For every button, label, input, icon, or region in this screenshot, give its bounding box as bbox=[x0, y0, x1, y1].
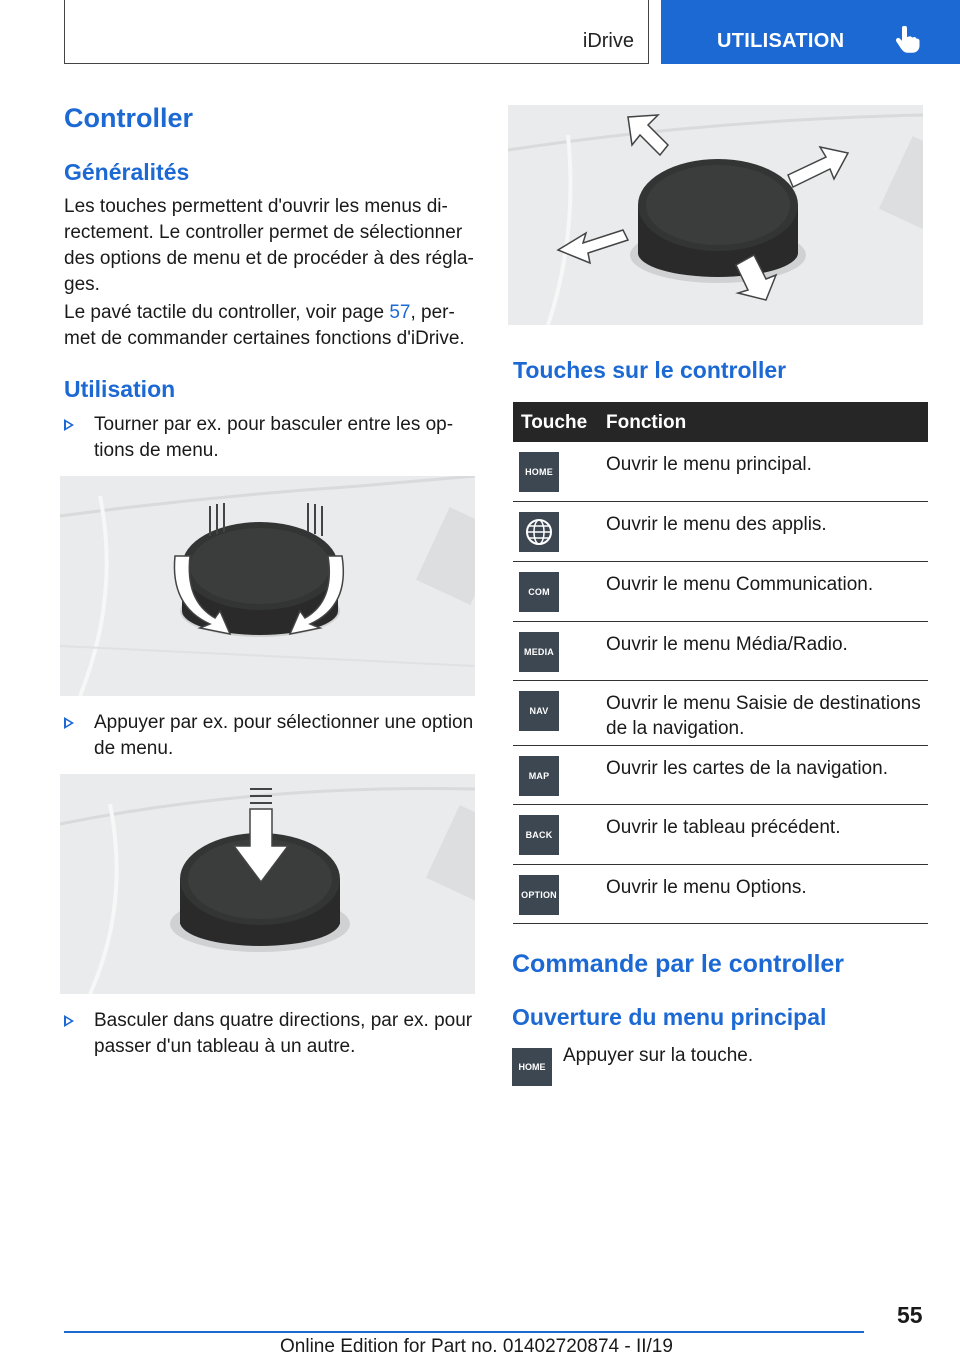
home-key-icon: HOME bbox=[519, 452, 559, 492]
table-cell-function bbox=[606, 572, 926, 597]
page-link[interactable]: 57 bbox=[389, 302, 411, 323]
table-cell-function bbox=[606, 452, 926, 477]
media-key-icon: MEDIA bbox=[519, 632, 559, 672]
table-cell-function bbox=[606, 632, 926, 657]
controller-tilt-image bbox=[508, 105, 923, 325]
column-header-key: Touche bbox=[521, 412, 588, 433]
nav-key-icon: NAV bbox=[519, 691, 559, 731]
heading-ouverture: Ouverture du menu principal bbox=[512, 1004, 827, 1030]
text-line: passer d'un tableau à un autre. bbox=[94, 1036, 356, 1057]
edition-note: Online Edition for Part no. 01402720874 - II/19 bbox=[280, 1336, 673, 1357]
controller-rotate-image bbox=[60, 476, 475, 696]
table-cell-function bbox=[606, 756, 926, 781]
table-header bbox=[513, 402, 928, 442]
table-row bbox=[513, 502, 928, 562]
bullet-item-tilt bbox=[64, 1008, 484, 1064]
globe-apps-key-icon bbox=[519, 512, 559, 552]
text-line: Ouvrir les cartes de la navigation. bbox=[606, 758, 888, 779]
text-line: Ouvrir le tableau précédent. bbox=[606, 817, 841, 838]
controller-press-image bbox=[60, 774, 475, 994]
bullet-triangle-icon bbox=[64, 419, 74, 431]
text-line: Le pavé tactile du controller, voir page bbox=[64, 302, 390, 323]
text-line: ges. bbox=[64, 274, 100, 295]
heading-generalites: Généralités bbox=[64, 159, 190, 185]
text-line: tions de menu. bbox=[94, 440, 219, 461]
heading-keys: Touches sur le controller bbox=[513, 357, 787, 383]
page-number: 55 bbox=[897, 1302, 923, 1328]
table-row bbox=[513, 746, 928, 805]
header-section-box bbox=[64, 0, 649, 64]
table-row bbox=[513, 622, 928, 681]
bullet-triangle-icon bbox=[64, 717, 74, 729]
column-header-function: Fonction bbox=[606, 412, 687, 433]
table-row bbox=[513, 865, 928, 924]
ouverture-text: Appuyer sur la touche. bbox=[563, 1045, 754, 1066]
table-row bbox=[513, 562, 928, 622]
text-line: met de commander certaines fonctions d'iDrive. bbox=[64, 328, 465, 349]
home-key-icon: HOME bbox=[512, 1048, 552, 1086]
text-line: Ouvrir le menu Communication. bbox=[606, 574, 874, 595]
table-cell-function bbox=[606, 512, 926, 537]
bullet-triangle-icon bbox=[64, 1015, 74, 1027]
text-line: rectement. Le controller permet de sélectionner bbox=[64, 222, 463, 243]
header-chapter-box bbox=[661, 0, 960, 64]
table-row bbox=[513, 805, 928, 865]
text-line: Ouvrir le menu principal. bbox=[606, 454, 812, 475]
header-chapter-title: UTILISATION bbox=[717, 30, 845, 52]
paragraph-touchpad bbox=[64, 300, 484, 352]
text-line: de la navigation. bbox=[606, 718, 745, 739]
text-line: de menu. bbox=[94, 738, 174, 759]
heading-utilisation: Utilisation bbox=[64, 376, 176, 402]
com-key-icon: COM bbox=[519, 572, 559, 612]
text-line: Les touches permettent d'ouvrir les menus di- bbox=[64, 196, 448, 217]
pointing-hand-icon bbox=[894, 26, 920, 54]
option-key-icon: OPTION bbox=[519, 875, 559, 915]
keys-table bbox=[513, 402, 928, 924]
text-line: des options de menu et de procéder à des régla- bbox=[64, 248, 474, 269]
page-title: Controller bbox=[64, 103, 194, 133]
footer-divider bbox=[64, 1331, 864, 1333]
table-row bbox=[513, 442, 928, 502]
table-cell-function bbox=[606, 691, 926, 741]
globe-icon bbox=[524, 517, 554, 547]
text-line: Appuyer par ex. pour sélectionner une option bbox=[94, 712, 474, 733]
heading-commande: Commande par le controller bbox=[512, 950, 845, 978]
header-section-title: iDrive bbox=[582, 30, 634, 52]
bullet-item-press bbox=[64, 710, 484, 766]
text-line: Ouvrir le menu Options. bbox=[606, 877, 807, 898]
map-key-icon: MAP bbox=[519, 756, 559, 796]
text-line: Tourner par ex. pour basculer entre les op- bbox=[94, 414, 454, 435]
text-line: , per- bbox=[410, 302, 455, 323]
bullet-item-rotate bbox=[64, 412, 484, 468]
text-line: Ouvrir le menu des applis. bbox=[606, 514, 827, 535]
table-cell-function bbox=[606, 875, 926, 900]
table-row bbox=[513, 681, 928, 746]
text-line: Ouvrir le menu Média/Radio. bbox=[606, 634, 848, 655]
paragraph-generalites bbox=[64, 194, 484, 298]
text-line: Ouvrir le menu Saisie de destinations bbox=[606, 693, 921, 714]
text-line: Basculer dans quatre directions, par ex. pour bbox=[94, 1010, 473, 1031]
back-key-icon: BACK bbox=[519, 815, 559, 855]
table-cell-function bbox=[606, 815, 926, 840]
